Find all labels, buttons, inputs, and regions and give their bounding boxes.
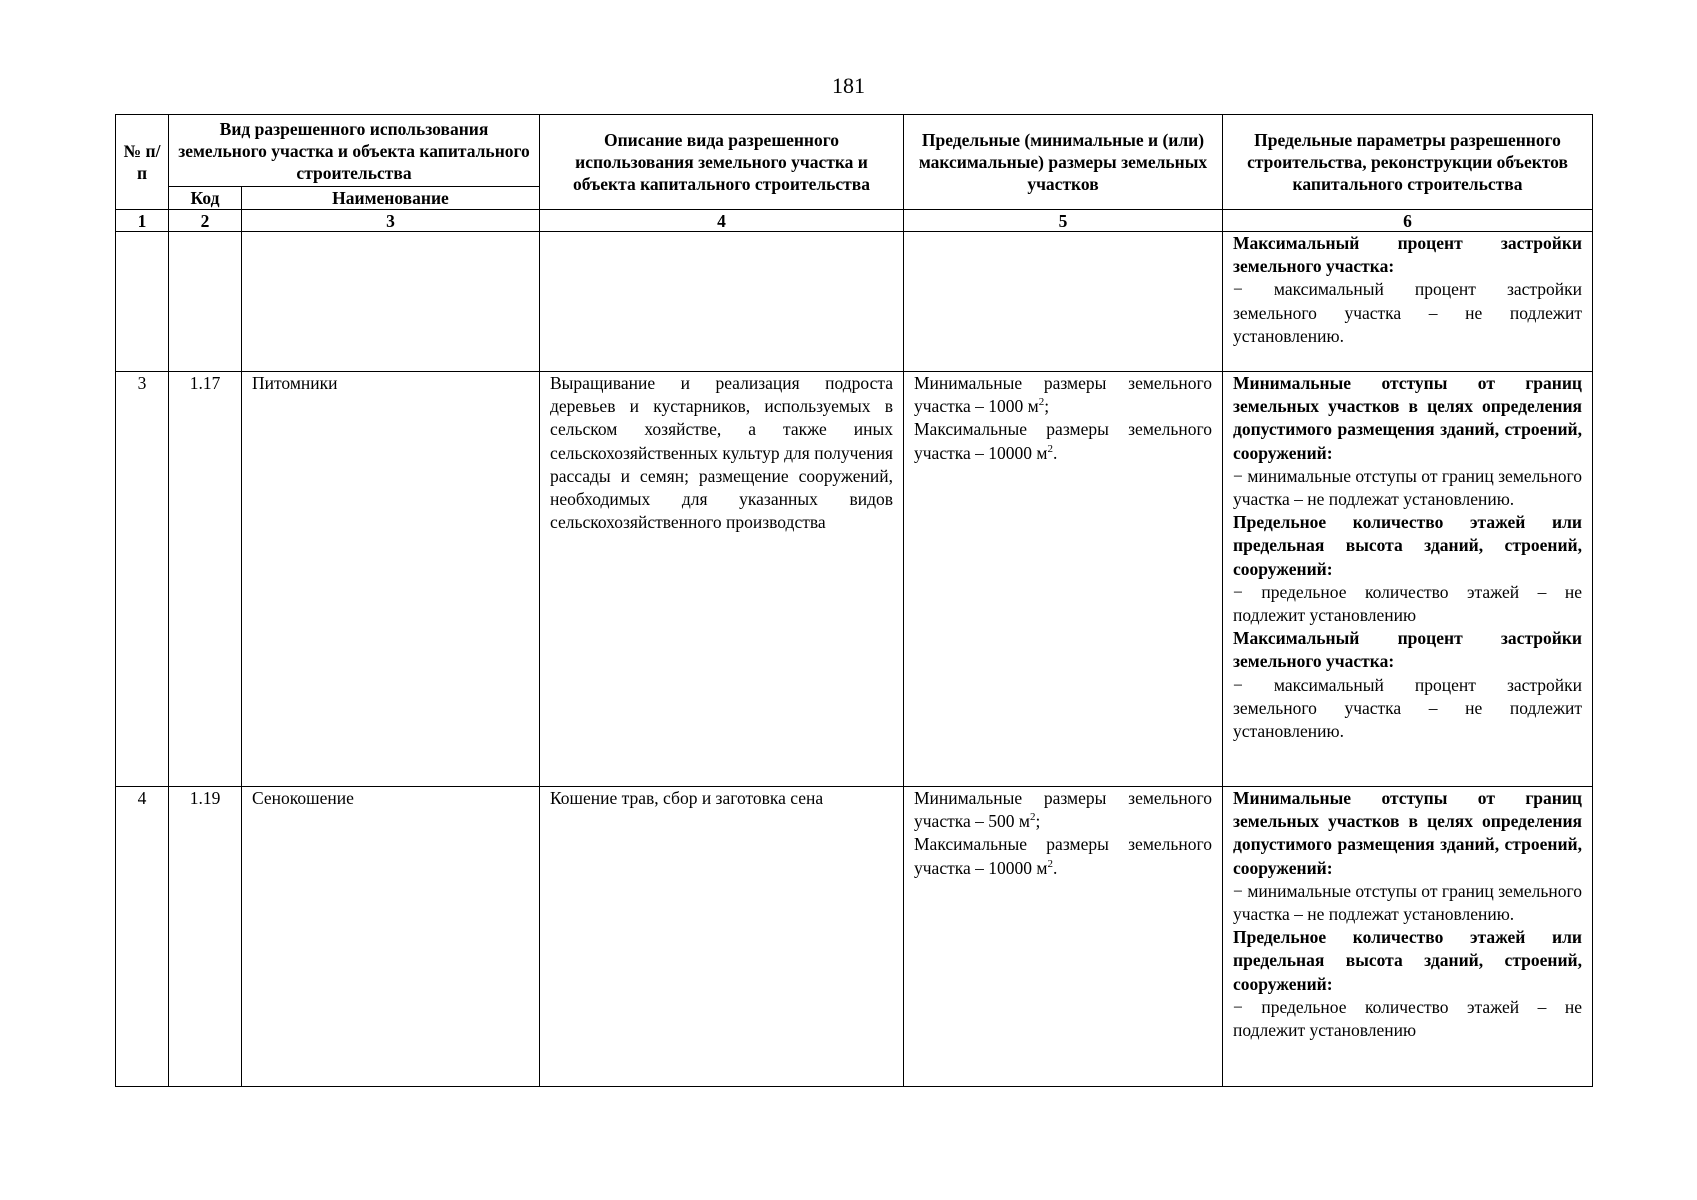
plot-size-text: Минимальные размеры земельного участка – 500 м: [914, 788, 1212, 832]
param-heading: Максимальный процент застройки земельного участка:: [1233, 628, 1582, 672]
row-description: Кошение трав, сбор и заготовка сена: [540, 787, 904, 1087]
param-heading: Минимальные отступы от границ земельных участков в целях определения допустимого размещения зданий, строений, сооружений:: [1233, 373, 1582, 463]
header-code: Код: [169, 187, 242, 210]
column-number: 4: [540, 210, 904, 232]
row-code: [169, 232, 242, 372]
row-number: 3: [116, 372, 169, 787]
row-plot-sizes: [904, 787, 1223, 1087]
land-use-table: [115, 114, 1593, 1087]
column-numbers-row: [116, 210, 1593, 232]
unit-exponent: 2: [1029, 811, 1036, 824]
param-value: − предельное количество этажей – не подлежит установлению: [1233, 996, 1582, 1041]
row-number: 4: [116, 787, 169, 1087]
punctuation: .: [1052, 442, 1058, 463]
header-description: Описание вида разрешенного использования земельного участка и объекта капитального строительства: [540, 115, 904, 210]
param-value: − максимальный процент застройки земельного участка – не подлежит установлению.: [1233, 279, 1582, 346]
param-value: − максимальный процент застройки земельного участка – не подлежит установлению.: [1233, 674, 1582, 742]
row-name: Питомники: [242, 372, 540, 787]
row-name: [242, 232, 540, 372]
row-construction-params: [1223, 372, 1593, 787]
punctuation: ;: [1044, 396, 1050, 417]
header-plot-sizes: Предельные (минимальные и (или) максимальные) размеры земельных участков: [904, 115, 1223, 210]
param-value: − минимальные отступы от границ земельного участка – не подлежат установлению.: [1233, 465, 1582, 510]
param-heading: Максимальный процент застройки земельного участка:: [1233, 233, 1582, 277]
row-name: Сенокошение: [242, 787, 540, 1087]
row-plot-sizes: [904, 232, 1223, 372]
row-plot-sizes: [904, 372, 1223, 787]
row-construction-params: [1223, 232, 1593, 372]
plot-size-text: Минимальные размеры земельного участка – 1000 м: [914, 373, 1212, 417]
param-value: − предельное количество этажей – не подлежит установлению: [1233, 581, 1582, 626]
unit-exponent: 2: [1047, 857, 1053, 870]
plot-size-text: Максимальные размеры земельного участка – 10000 м: [914, 419, 1212, 463]
column-number: 3: [242, 210, 540, 232]
row-code: 1.17: [169, 372, 242, 787]
row-description: [540, 232, 904, 372]
plot-size-line: [914, 418, 1212, 464]
header-use-type: Вид разрешенного использования земельного участка и объекта капитального строительства: [169, 115, 540, 187]
param-heading: Минимальные отступы от границ земельных участков в целях определения допустимого размещения зданий, строений, сооружений:: [1233, 788, 1582, 878]
row-number: [116, 232, 169, 372]
plot-size-line: [914, 372, 1212, 418]
header-num: № п/п: [116, 115, 169, 210]
plot-size-text: Максимальные размеры земельного участка – 10000 м: [914, 834, 1212, 878]
unit-exponent: 2: [1038, 396, 1045, 409]
page-number: 181: [832, 73, 865, 98]
plot-size-line: [914, 833, 1212, 879]
column-number: 1: [116, 210, 169, 232]
header-params: Предельные параметры разрешенного строительства, реконструкции объектов капитального строительства: [1223, 115, 1593, 210]
punctuation: .: [1052, 857, 1058, 878]
row-construction-params: [1223, 787, 1593, 1087]
column-number: 5: [904, 210, 1223, 232]
row-description: Выращивание и реализация подроста деревьев и кустарников, используемых в сельском хозяйстве, а также иных сельскохозяйственных культур для получения рассады и семян; размещение сооружений, необходимых для указанных видов сельскохозяйственного производства: [540, 372, 904, 787]
table-row: [116, 372, 1593, 787]
plot-size-line: [914, 787, 1212, 833]
header-name: Наименование: [242, 187, 540, 210]
param-heading: Предельное количество этажей или предельная высота зданий, строений, сооружений:: [1233, 512, 1582, 579]
column-number: 6: [1223, 210, 1593, 232]
punctuation: ;: [1035, 811, 1041, 832]
table-row: [116, 232, 1593, 372]
row-code: 1.19: [169, 787, 242, 1087]
unit-exponent: 2: [1047, 442, 1053, 455]
param-heading: Предельное количество этажей или предельная высота зданий, строений, сооружений:: [1233, 927, 1582, 994]
param-value: − минимальные отступы от границ земельного участка – не подлежат установлению.: [1233, 880, 1582, 925]
column-number: 2: [169, 210, 242, 232]
table-row: [116, 787, 1593, 1087]
